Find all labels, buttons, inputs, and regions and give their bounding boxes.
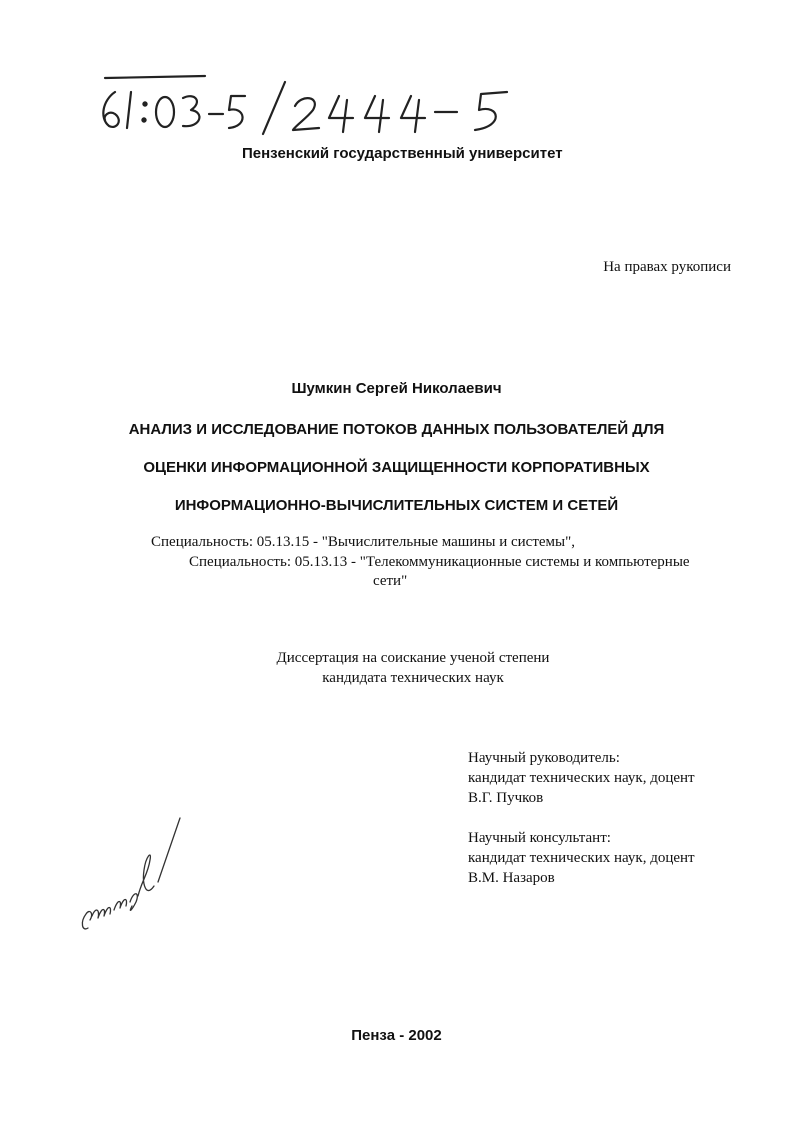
consultant-degree: кандидат технических наук, доцент [468, 850, 695, 866]
supervisor-name: В.Г. Пучков [468, 790, 544, 806]
supervisor-degree: кандидат технических наук, доцент [468, 770, 695, 786]
supervisor-block [468, 748, 695, 808]
city-year: Пенза - 2002 [351, 1027, 442, 1044]
specialty-first: Специальность: 05.13.15 - "Вычислительные машины и системы", [151, 534, 575, 550]
title-line: ИНФОРМАЦИОННО-ВЫЧИСЛИТЕЛЬНЫХ СИСТЕМ И СЕТЕЙ [174, 497, 619, 514]
university-name: Пензенский государственный университет [242, 145, 563, 162]
consultant-role: Научный консультант: [468, 830, 611, 846]
specialty-second: Специальность: 05.13.13 - "Телекоммуникационные системы и компьютерные [189, 554, 690, 570]
specialty-second-continuation: сети" [373, 573, 408, 589]
dissertation-statement [0, 648, 793, 688]
rights-note: На правах рукописи [603, 259, 731, 275]
archive-number-handwritten [95, 70, 535, 140]
signature-handwritten [70, 810, 190, 950]
consultant-name: В.М. Назаров [468, 870, 555, 886]
title-line: АНАЛИЗ И ИССЛЕДОВАНИЕ ПОТОКОВ ДАННЫХ ПОЛЬЗОВАТЕЛЕЙ ДЛЯ [128, 421, 665, 438]
title-line: ОЦЕНКИ ИНФОРМАЦИОННОЙ ЗАЩИЩЕННОСТИ КОРПОРАТИВНЫХ [143, 459, 650, 476]
dissertation-line: кандидата технических наук [322, 670, 504, 686]
consultant-block [468, 828, 695, 888]
dissertation-line: Диссертация на соискание ученой степени [276, 650, 550, 666]
supervisor-role: Научный руководитель: [468, 750, 620, 766]
author-name: Шумкин Сергей Николаевич [291, 380, 502, 397]
